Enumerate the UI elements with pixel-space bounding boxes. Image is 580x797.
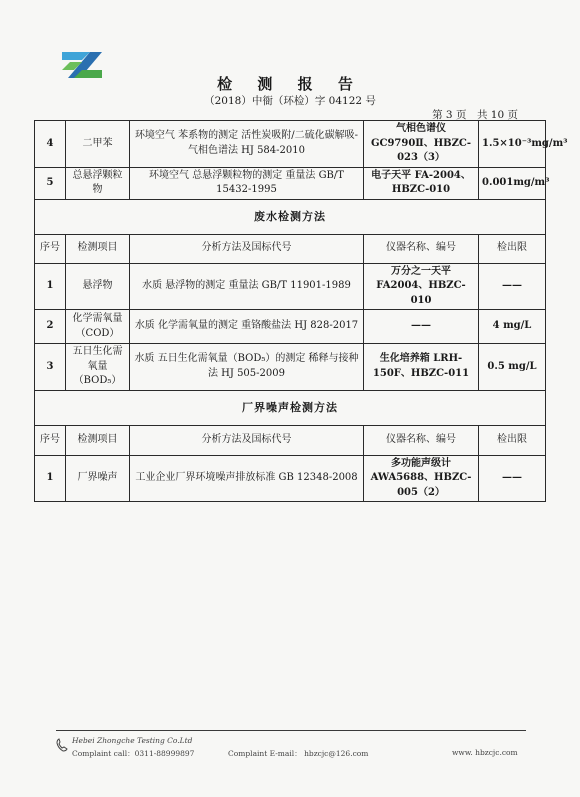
- row-limit: 1.5×10⁻³mg/m³: [479, 121, 546, 168]
- column-header: 分析方法及国标代号: [130, 425, 364, 455]
- section-header: [35, 390, 546, 425]
- table-row: [35, 310, 546, 344]
- row-item: 总悬浮颗粒物: [66, 167, 130, 199]
- row-instrument: 电子天平 FA-2004、HBZC-010: [364, 167, 479, 199]
- row-method: 水质 悬浮物的测定 重量法 GB/T 11901-1989: [130, 263, 364, 310]
- footer-company: Hebei Zhongche Testing Co.Ltd: [72, 736, 193, 745]
- column-header: 检出限: [479, 234, 546, 263]
- row-no: 1: [35, 263, 66, 310]
- row-limit: ——: [479, 263, 546, 310]
- table-row: [35, 121, 546, 168]
- column-header: 仪器名称、编号: [364, 234, 479, 263]
- table-row: [35, 344, 546, 391]
- column-header: 检测项目: [66, 425, 130, 455]
- row-no: 5: [35, 167, 66, 199]
- row-method: 工业企业厂界环境噪声排放标准 GB 12348-2008: [130, 455, 364, 502]
- row-instrument: 多功能声级计 AWA5688、HBZC-005（2）: [364, 455, 479, 502]
- noise-section-title: 厂界噪声检测方法: [35, 390, 546, 425]
- table-row: [35, 263, 546, 310]
- row-limit: 0.5 mg/L: [479, 344, 546, 391]
- row-method: 环境空气 总悬浮颗粒物的测定 重量法 GB/T 15432-1995: [130, 167, 364, 199]
- row-item: 五日生化需氧量（BOD₅）: [66, 344, 130, 391]
- page-title: 检 测 报 告: [217, 75, 363, 93]
- column-header: 检出限: [479, 425, 546, 455]
- footer-website: www. hbzcjc.com: [452, 748, 518, 757]
- row-no: 1: [35, 455, 66, 502]
- column-header: 序号: [35, 234, 66, 263]
- column-header: 分析方法及国标代号: [130, 234, 364, 263]
- row-method: 水质 五日生化需氧量（BOD₅）的测定 稀释与接种法 HJ 505-2009: [130, 344, 364, 391]
- footer-complaint-call: Complaint call：0311-88999897: [72, 749, 195, 758]
- row-item: 二甲苯: [66, 121, 130, 168]
- row-no: 4: [35, 121, 66, 168]
- row-no: 2: [35, 310, 66, 344]
- methods-table: [34, 120, 568, 502]
- footer-divider: [56, 730, 526, 731]
- phone-icon: [56, 738, 68, 752]
- row-no: 3: [35, 344, 66, 391]
- column-header-row: [35, 425, 546, 455]
- table-row: [35, 167, 546, 199]
- row-limit: ——: [479, 455, 546, 502]
- column-header: 检测项目: [66, 234, 130, 263]
- row-instrument: 生化培养箱 LRH-150F、HBZC-011: [364, 344, 479, 391]
- table-row: [35, 455, 546, 502]
- column-header: 序号: [35, 425, 66, 455]
- section-header: [35, 199, 546, 234]
- row-limit: 4 mg/L: [479, 310, 546, 344]
- row-method: 水质 化学需氧量的测定 重铬酸盐法 HJ 828-2017: [130, 310, 364, 344]
- row-item: 化学需氧量（COD）: [66, 310, 130, 344]
- footer-complaint-email: Complaint E-mail： hbzcjc@126.com: [228, 749, 369, 758]
- row-item: 悬浮物: [66, 263, 130, 310]
- page-number: 第 3 页 共 10 页: [432, 109, 518, 121]
- row-method: 环境空气 苯系物的测定 活性炭吸附/二硫化碳解吸-气相色谱法 HJ 584-2010: [130, 121, 364, 168]
- report-number: （2018）中衙（环检）字 04122 号: [204, 95, 376, 107]
- row-limit: 0.001mg/m³: [479, 167, 546, 199]
- row-item: 厂界噪声: [66, 455, 130, 502]
- row-instrument: 气相色谱仪 GC9790Ⅱ、HBZC-023（3）: [364, 121, 479, 168]
- row-instrument: ——: [364, 310, 479, 344]
- column-header: 仪器名称、编号: [364, 425, 479, 455]
- row-instrument: 万分之一天平 FA2004、HBZC-010: [364, 263, 479, 310]
- column-header-row: [35, 234, 546, 263]
- wastewater-section-title: 废水检测方法: [35, 199, 546, 234]
